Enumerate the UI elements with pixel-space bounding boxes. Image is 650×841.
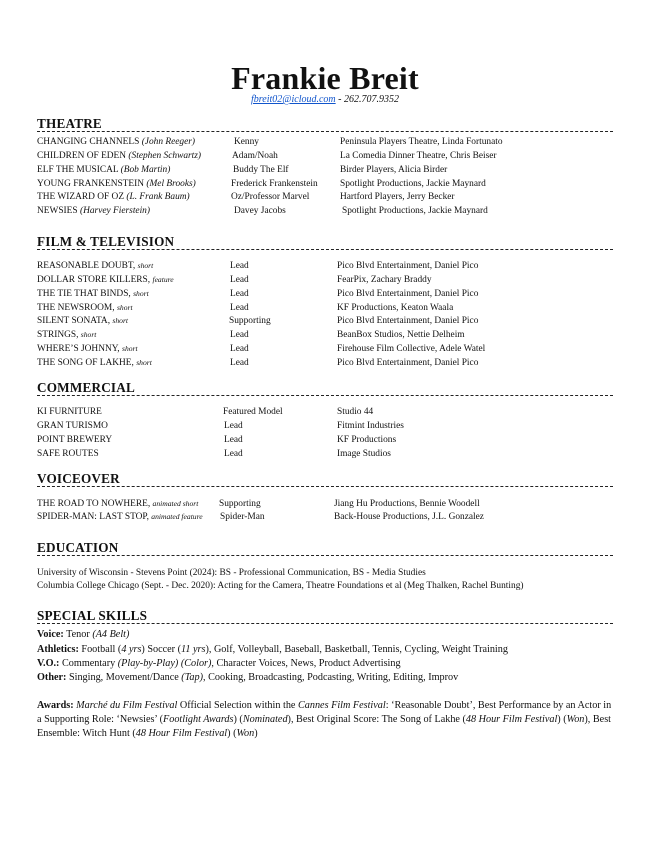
- actor-name: Frankie Breit: [231, 60, 419, 96]
- section-heading-commercial: COMMERCIAL: [37, 380, 135, 395]
- theatre-title: NEWSIES (Harvey Fierstein): [37, 206, 150, 216]
- section-heading-voiceover: VOICEOVER: [37, 471, 120, 486]
- education-entry: University of Wisconsin - Stevens Point (2024): BS - Professional Communication, BS - Media Studies: [37, 568, 426, 578]
- theatre-company: Peninsula Players Theatre, Linda Fortunato: [340, 137, 503, 147]
- theatre-role: Davey Jacobs: [234, 206, 286, 216]
- voiceover-company: Back-House Productions, J.L. Gonzalez: [334, 512, 484, 522]
- film-company: BeanBox Studios, Nettie Delheim: [337, 330, 465, 340]
- film-role: Lead: [230, 275, 249, 285]
- skill-vo: V.O.: Commentary (Play-by-Play) (Color), Character Voices, News, Product Advertising: [37, 658, 401, 669]
- film-role: Lead: [230, 289, 249, 299]
- skill-athletics: Athletics: Football (4 yrs) Soccer (11 yrs), Golf, Volleyball, Baseball, Basketball, Tennis, Cycling, Weight Training: [37, 644, 508, 655]
- commercial-title: SAFE ROUTES: [37, 449, 99, 459]
- section-heading-theatre: THEATRE: [37, 116, 102, 131]
- film-role: Lead: [230, 261, 249, 271]
- film-title: THE NEWSROOM, short: [37, 303, 133, 313]
- theatre-title: THE WIZARD OF OZ (L. Frank Baum): [37, 192, 190, 202]
- commercial-company: KF Productions: [337, 435, 397, 445]
- voiceover-title: SPIDER-MAN: LAST STOP, animated feature: [37, 512, 203, 522]
- film-title: WHERE’S JOHNNY, short: [37, 344, 138, 354]
- commercial-title: KI FURNITURE: [37, 407, 102, 417]
- theatre-company: Spotlight Productions, Jackie Maynard: [342, 206, 488, 216]
- commercial-role: Lead: [224, 449, 243, 459]
- voiceover-role: Spider-Man: [220, 512, 265, 522]
- commercial-role: Lead: [224, 421, 243, 431]
- voiceover-title: THE ROAD TO NOWHERE, animated short: [37, 499, 199, 509]
- film-company: KF Productions, Keaton Waala: [337, 303, 454, 313]
- commercial-role: Featured Model: [223, 407, 283, 417]
- skill-voice: Voice: Tenor (A4 Belt): [37, 629, 130, 640]
- theatre-company: Spotlight Productions, Jackie Maynard: [340, 179, 486, 189]
- film-role: Lead: [230, 330, 249, 340]
- theatre-company: La Comedia Dinner Theatre, Chris Beiser: [340, 151, 497, 161]
- section-rule: [37, 555, 613, 556]
- film-title: REASONABLE DOUBT, short: [37, 261, 154, 271]
- theatre-role: Frederick Frankenstein: [231, 179, 318, 189]
- skill-other: Other: Singing, Movement/Dance (Tap), Cooking, Broadcasting, Podcasting, Writing, Editing, Improv: [37, 672, 459, 683]
- film-company: Pico Blvd Entertainment, Daniel Pico: [337, 289, 479, 299]
- section-rule: [37, 486, 613, 487]
- theatre-company: Hartford Players, Jerry Becker: [340, 192, 455, 202]
- film-company: FearPix, Zachary Braddy: [337, 275, 432, 285]
- theatre-role: Buddy The Elf: [233, 165, 289, 175]
- film-title: STRINGS, short: [37, 330, 97, 340]
- phone-number: 262.707.9352: [344, 94, 399, 105]
- film-role: Lead: [230, 303, 249, 313]
- film-title: THE TIE THAT BINDS, short: [37, 289, 149, 299]
- theatre-company: Birder Players, Alicia Birder: [340, 165, 448, 175]
- section-heading-special-skills: SPECIAL SKILLS: [37, 608, 148, 623]
- contact-separator: -: [335, 94, 344, 105]
- theatre-title: CHILDREN OF EDEN (Stephen Schwartz): [37, 151, 202, 161]
- theatre-title: ELF THE MUSICAL (Bob Martin): [37, 165, 171, 175]
- education-entry: Columbia College Chicago (Sept. - Dec. 2020): Acting for the Camera, Theatre Foundations et al (Meg Thalken, Rachel Bunting): [37, 581, 524, 591]
- film-company: Pico Blvd Entertainment, Daniel Pico: [337, 261, 479, 271]
- film-role: Supporting: [229, 316, 271, 326]
- commercial-company: Studio 44: [337, 407, 374, 417]
- section-heading-education: EDUCATION: [37, 540, 119, 555]
- email-link[interactable]: fbreit02@icloud.com: [251, 94, 336, 105]
- contact-line: [0, 93, 650, 106]
- commercial-title: GRAN TURISMO: [37, 421, 108, 431]
- commercial-title: POINT BREWERY: [37, 435, 113, 445]
- awards-paragraph: Awards: Marché du Film Festival Official Selection within the Cannes Film Festival: ‘Reasonable Doubt’, Best Performance by an Actor in a Supporting Role: ‘Newsies’ (Footlight Awards) (Nominated), Best Original Score: The Song of Lakhe (48 Hour Film Festival) (Won), Best Ensemble: Witch Hunt (48 Hour Film Festival) (Won): [37, 700, 612, 739]
- commercial-company: Fitmint Industries: [337, 421, 404, 431]
- section-rule: [37, 623, 613, 624]
- film-role: Lead: [230, 344, 249, 354]
- film-role: Lead: [230, 358, 249, 368]
- theatre-title: YOUNG FRANKENSTEIN (Mel Brooks): [37, 179, 196, 189]
- section-rule: [37, 249, 613, 250]
- theatre-role: Adam/Noah: [232, 151, 278, 161]
- section-rule: [37, 395, 613, 396]
- film-title: SILENT SONATA, short: [37, 316, 129, 326]
- voiceover-company: Jiang Hu Productions, Bennie Woodell: [334, 499, 480, 509]
- film-company: Firehouse Film Collective, Adele Watel: [337, 344, 486, 354]
- theatre-title: CHANGING CHANNELS (John Reeger): [37, 137, 196, 147]
- section-heading-film-television: FILM & TELEVISION: [37, 234, 175, 249]
- theatre-role: Kenny: [234, 137, 259, 147]
- film-company: Pico Blvd Entertainment, Daniel Pico: [337, 316, 479, 326]
- film-company: Pico Blvd Entertainment, Daniel Pico: [337, 358, 479, 368]
- commercial-company: Image Studios: [337, 449, 391, 459]
- voiceover-role: Supporting: [219, 499, 261, 509]
- theatre-role: Oz/Professor Marvel: [231, 192, 310, 202]
- film-title: THE SONG OF LAKHE, short: [37, 358, 152, 368]
- commercial-role: Lead: [224, 435, 243, 445]
- film-title: DOLLAR STORE KILLERS, feature: [37, 275, 174, 285]
- section-rule: [37, 131, 613, 132]
